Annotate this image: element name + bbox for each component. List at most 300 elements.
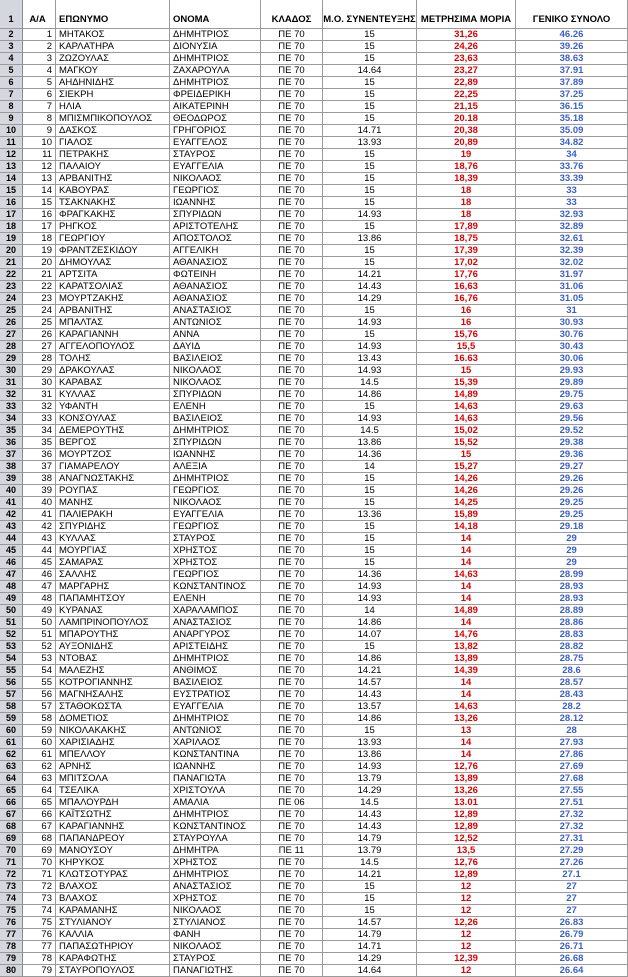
cell-eponymo[interactable]: ΣΑΜΑΡΑΣ [56,557,170,569]
cell-onoma[interactable]: ΦΑΝΗ [170,929,261,941]
cell-klados[interactable]: ΠΕ 70 [261,473,323,485]
cell-mo[interactable]: 15 [323,29,417,41]
cell-metrisima[interactable]: 12 [417,929,516,941]
cell-mo[interactable]: 15 [323,41,417,53]
row-number[interactable]: 58 [0,701,23,713]
cell-onoma[interactable]: ΑΠΟΣΤΟΛΟΣ [170,233,261,245]
cell-eponymo[interactable]: ΖΩΖΟΥΛΑΣ [56,53,170,65]
cell-aa[interactable]: 49 [23,605,56,617]
header-aa[interactable]: Α/Α [23,0,56,29]
row-number[interactable]: 66 [0,797,23,809]
row-number[interactable]: 48 [0,581,23,593]
cell-aa[interactable]: 3 [23,53,56,65]
cell-aa[interactable]: 10 [23,137,56,149]
cell-klados[interactable]: ΠΕ 70 [261,29,323,41]
cell-geniko[interactable]: 27.93 [516,737,628,749]
cell-onoma[interactable]: ΕΥΑΓΓΕΛΙΑ [170,701,261,713]
cell-metrisima[interactable]: 12 [417,905,516,917]
row-number[interactable]: 2 [0,29,23,41]
cell-onoma[interactable]: ΑΝΑΣΤΑΣΙΟΣ [170,881,261,893]
cell-metrisima[interactable]: 14,25 [417,497,516,509]
cell-geniko[interactable]: 33 [516,197,628,209]
cell-eponymo[interactable]: ΜΑΝΗΣ [56,497,170,509]
cell-onoma[interactable]: ΝΙΚΟΛΑΟΣ [170,173,261,185]
cell-klados[interactable]: ΠΕ 70 [261,293,323,305]
cell-aa[interactable]: 1 [23,29,56,41]
cell-onoma[interactable]: ΔΗΜΗΤΡΙΟΣ [170,713,261,725]
cell-onoma[interactable]: ΓΕΩΡΓΙΟΣ [170,485,261,497]
cell-klados[interactable]: ΠΕ 70 [261,89,323,101]
cell-onoma[interactable]: ΝΙΚΟΛΑΟΣ [170,941,261,953]
cell-mo[interactable]: 14.93 [323,341,417,353]
cell-klados[interactable]: ΠΕ 70 [261,905,323,917]
cell-klados[interactable]: ΠΕ 70 [261,341,323,353]
cell-geniko[interactable]: 34.82 [516,137,628,149]
cell-geniko[interactable]: 28.6 [516,665,628,677]
cell-eponymo[interactable]: ΣΤΑΥΡΟΠΟΥΛΟΣ [56,965,170,977]
cell-mo[interactable]: 15 [323,881,417,893]
row-number[interactable]: 42 [0,509,23,521]
cell-aa[interactable]: 46 [23,569,56,581]
row-number[interactable]: 29 [0,353,23,365]
cell-mo[interactable]: 13.79 [323,845,417,857]
cell-geniko[interactable]: 27.29 [516,845,628,857]
cell-mo[interactable]: 13.93 [323,737,417,749]
row-number[interactable]: 11 [0,137,23,149]
cell-aa[interactable]: 6 [23,89,56,101]
cell-metrisima[interactable]: 14 [417,689,516,701]
cell-eponymo[interactable]: ΜΠΙΤΣΟΛΑ [56,773,170,785]
cell-eponymo[interactable]: ΓΕΩΡΓΙΟΥ [56,233,170,245]
header-eponymo[interactable]: ΕΠΩΝΥΜΟ [56,0,170,29]
cell-metrisima[interactable]: 14,26 [417,473,516,485]
cell-geniko[interactable]: 32.93 [516,209,628,221]
cell-onoma[interactable]: ΔΗΜΗΤΡΙΟΣ [170,653,261,665]
cell-metrisima[interactable]: 12,76 [417,761,516,773]
cell-mo[interactable]: 14.86 [323,713,417,725]
cell-metrisima[interactable]: 12 [417,965,516,977]
cell-eponymo[interactable]: ΔΑΣΚΟΣ [56,125,170,137]
cell-metrisima[interactable]: 12,76 [417,857,516,869]
cell-metrisima[interactable]: 22,89 [417,77,516,89]
cell-geniko[interactable]: 32.02 [516,257,628,269]
cell-mo[interactable]: 14.43 [323,809,417,821]
cell-onoma[interactable]: ΑΜΑΛΙΑ [170,797,261,809]
header-klados[interactable]: ΚΛΑΔΟΣ [261,0,323,29]
cell-eponymo[interactable]: ΜΑΛΕΖΗΣ [56,665,170,677]
cell-mo[interactable]: 14 [323,605,417,617]
cell-onoma[interactable]: ΝΙΚΟΛΑΟΣ [170,365,261,377]
cell-onoma[interactable]: ΣΤΥΛΙΑΝΟΣ [170,917,261,929]
cell-eponymo[interactable]: ΑΡΒΑΝΙΤΗΣ [56,173,170,185]
cell-onoma[interactable]: ΑΘΑΝΑΣΙΟΣ [170,293,261,305]
cell-onoma[interactable]: ΔΗΜΗΤΡΙΟΣ [170,425,261,437]
cell-onoma[interactable]: ΑΝΑΣΤΑΣΙΟΣ [170,305,261,317]
row-number[interactable]: 65 [0,785,23,797]
cell-onoma[interactable]: ΓΕΩΡΓΙΟΣ [170,185,261,197]
cell-eponymo[interactable]: ΝΙΚΟΛΑΚΑΚΗΣ [56,725,170,737]
cell-onoma[interactable]: ΑΡΙΣΤΟΤΕΛΗΣ [170,221,261,233]
cell-aa[interactable]: 33 [23,413,56,425]
cell-eponymo[interactable]: ΚΥΛΛΑΣ [56,533,170,545]
cell-eponymo[interactable]: ΔΕΜΕΡΟΥΤΗΣ [56,425,170,437]
row-number[interactable]: 23 [0,281,23,293]
cell-metrisima[interactable]: 17,76 [417,269,516,281]
cell-eponymo[interactable]: ΚΑΡΛΑΤΗΡΑ [56,41,170,53]
cell-klados[interactable]: ΠΕ 70 [261,353,323,365]
cell-onoma[interactable]: ΝΙΚΟΛΑΟΣ [170,905,261,917]
cell-klados[interactable]: ΠΕ 70 [261,821,323,833]
cell-onoma[interactable]: ΚΩΝΣΤΑΝΤΙΝΑ [170,749,261,761]
cell-eponymo[interactable]: ΓΙΑΜΑΡΕΛΟΥ [56,461,170,473]
cell-eponymo[interactable]: ΠΑΠΑΣΩΤΗΡΙΟΥ [56,941,170,953]
cell-metrisima[interactable]: 14,63 [417,701,516,713]
cell-klados[interactable]: ΠΕ 70 [261,41,323,53]
cell-mo[interactable]: 14.29 [323,785,417,797]
cell-aa[interactable]: 29 [23,365,56,377]
cell-eponymo[interactable]: ΤΟΛΗΣ [56,353,170,365]
cell-klados[interactable]: ΠΕ 70 [261,857,323,869]
cell-mo[interactable]: 15 [323,101,417,113]
cell-onoma[interactable]: ΝΙΚΟΛΑΟΣ [170,497,261,509]
cell-onoma[interactable]: ΙΩΑΝΝΗΣ [170,197,261,209]
cell-aa[interactable]: 71 [23,869,56,881]
cell-eponymo[interactable]: ΣΠΥΡΙΔΗΣ [56,521,170,533]
cell-metrisima[interactable]: 14,63 [417,401,516,413]
cell-metrisima[interactable]: 15,27 [417,461,516,473]
cell-geniko[interactable]: 26.83 [516,917,628,929]
cell-aa[interactable]: 47 [23,581,56,593]
cell-mo[interactable]: 14.57 [323,677,417,689]
cell-mo[interactable]: 14.5 [323,857,417,869]
cell-mo[interactable]: 14.93 [323,593,417,605]
row-number[interactable]: 40 [0,485,23,497]
cell-mo[interactable]: 13.36 [323,509,417,521]
cell-mo[interactable]: 14.86 [323,617,417,629]
cell-aa[interactable]: 27 [23,341,56,353]
cell-geniko[interactable]: 29.25 [516,509,628,521]
cell-mo[interactable]: 15 [323,53,417,65]
cell-geniko[interactable]: 27.32 [516,821,628,833]
row-number[interactable]: 69 [0,833,23,845]
cell-eponymo[interactable]: ΒΛΑΧΟΣ [56,881,170,893]
cell-metrisima[interactable]: 18 [417,197,516,209]
cell-klados[interactable]: ΠΕ 70 [261,545,323,557]
cell-eponymo[interactable]: ΑΡΝΗΣ [56,761,170,773]
cell-metrisima[interactable]: 18,39 [417,173,516,185]
cell-klados[interactable]: ΠΕ 70 [261,581,323,593]
row-number[interactable]: 80 [0,965,23,977]
cell-klados[interactable]: ΠΕ 70 [261,713,323,725]
cell-mo[interactable]: 15 [323,173,417,185]
cell-mo[interactable]: 15 [323,641,417,653]
cell-geniko[interactable]: 28.89 [516,605,628,617]
cell-mo[interactable]: 14.21 [323,869,417,881]
cell-aa[interactable]: 12 [23,161,56,173]
cell-geniko[interactable]: 29.38 [516,437,628,449]
cell-mo[interactable]: 15 [323,305,417,317]
header-onoma[interactable]: ΟΝΟΜΑ [170,0,261,29]
cell-onoma[interactable]: ΔΗΜΗΤΡΙΟΣ [170,473,261,485]
row-number[interactable]: 50 [0,605,23,617]
cell-mo[interactable]: 15 [323,473,417,485]
cell-klados[interactable]: ΠΕ 70 [261,617,323,629]
cell-aa[interactable]: 66 [23,809,56,821]
cell-geniko[interactable]: 30.76 [516,329,628,341]
cell-aa[interactable]: 39 [23,485,56,497]
cell-onoma[interactable]: ΓΕΩΡΓΙΟΣ [170,569,261,581]
cell-eponymo[interactable]: ΔΗΜΟΥΛΑΣ [56,257,170,269]
cell-eponymo[interactable]: ΑΗΔΗΝΙΔΗΣ [56,77,170,89]
cell-eponymo[interactable]: ΣΤΑΘΟΚΩΣΤΑ [56,701,170,713]
cell-onoma[interactable]: ΣΠΥΡΙΔΩΝ [170,209,261,221]
cell-mo[interactable]: 14 [323,461,417,473]
cell-metrisima[interactable]: 16,76 [417,293,516,305]
cell-mo[interactable]: 15 [323,497,417,509]
cell-eponymo[interactable]: ΚΑΡΑΓΙΑΝΝΗΣ [56,821,170,833]
cell-aa[interactable]: 72 [23,881,56,893]
cell-klados[interactable]: ΠΕ 70 [261,197,323,209]
cell-aa[interactable]: 79 [23,965,56,977]
cell-klados[interactable]: ΠΕ 70 [261,509,323,521]
cell-onoma[interactable]: ΑΓΓΕΛΙΚΗ [170,245,261,257]
cell-geniko[interactable]: 26.71 [516,941,628,953]
cell-onoma[interactable]: ΒΑΣΙΛΕΙΟΣ [170,353,261,365]
cell-onoma[interactable]: ΕΥΑΓΓΕΛΙΑ [170,509,261,521]
cell-metrisima[interactable]: 14 [417,545,516,557]
cell-mo[interactable]: 14.5 [323,425,417,437]
cell-geniko[interactable]: 27.32 [516,809,628,821]
row-number[interactable]: 35 [0,425,23,437]
cell-geniko[interactable]: 29 [516,545,628,557]
cell-aa[interactable]: 78 [23,953,56,965]
cell-klados[interactable]: ΠΕ 70 [261,893,323,905]
cell-geniko[interactable]: 34 [516,149,628,161]
cell-geniko[interactable]: 27 [516,881,628,893]
cell-aa[interactable]: 5 [23,77,56,89]
cell-onoma[interactable]: ΕΥΑΓΓΕΛΟΣ [170,137,261,149]
cell-geniko[interactable]: 29.26 [516,485,628,497]
cell-mo[interactable]: 15 [323,545,417,557]
cell-mo[interactable]: 14.79 [323,833,417,845]
cell-metrisima[interactable]: 16.63 [417,353,516,365]
cell-geniko[interactable]: 30.43 [516,341,628,353]
cell-klados[interactable]: ΠΕ 70 [261,173,323,185]
cell-eponymo[interactable]: ΜΑΡΓΑΡΗΣ [56,581,170,593]
row-number[interactable]: 68 [0,821,23,833]
cell-onoma[interactable]: ΑΙΚΑΤΕΡΙΝΗ [170,101,261,113]
cell-metrisima[interactable]: 21,15 [417,101,516,113]
cell-onoma[interactable]: ΣΠΥΡΙΔΩΝ [170,437,261,449]
cell-eponymo[interactable]: ΜΠΙΣΜΠΙΚΟΠΟΥΛΟΣ [56,113,170,125]
cell-eponymo[interactable]: ΦΡΑΝΤΖΕΣΚΙΔΟΥ [56,245,170,257]
row-number[interactable]: 79 [0,953,23,965]
cell-geniko[interactable]: 27.69 [516,761,628,773]
header-mo[interactable]: Μ.Ο. ΣΥΝΕΝΤΕΥΞΗΣ [323,0,417,29]
cell-klados[interactable]: ΠΕ 70 [261,929,323,941]
cell-geniko[interactable]: 33.39 [516,173,628,185]
row-number[interactable]: 53 [0,641,23,653]
cell-onoma[interactable]: ΕΛΕΝΗ [170,401,261,413]
cell-eponymo[interactable]: ΜΟΥΡΤΖΑΚΗΣ [56,293,170,305]
cell-eponymo[interactable]: ΔΡΑΚΟΥΛΑΣ [56,365,170,377]
cell-onoma[interactable]: ΑΝΤΩΝΙΟΣ [170,725,261,737]
cell-aa[interactable]: 30 [23,377,56,389]
cell-klados[interactable]: ΠΕ 70 [261,809,323,821]
cell-klados[interactable]: ΠΕ 70 [261,137,323,149]
cell-metrisima[interactable]: 15,89 [417,509,516,521]
cell-aa[interactable]: 50 [23,617,56,629]
cell-geniko[interactable]: 37.89 [516,77,628,89]
row-number[interactable]: 36 [0,437,23,449]
cell-metrisima[interactable]: 17,02 [417,257,516,269]
cell-aa[interactable]: 63 [23,773,56,785]
row-number[interactable]: 57 [0,689,23,701]
cell-geniko[interactable]: 28.83 [516,629,628,641]
cell-metrisima[interactable]: 23,63 [417,53,516,65]
cell-eponymo[interactable]: ΜΠΑΛΤΑΣ [56,317,170,329]
cell-mo[interactable]: 14.64 [323,965,417,977]
row-number[interactable]: 8 [0,101,23,113]
cell-metrisima[interactable]: 13,5 [417,845,516,857]
row-number[interactable]: 52 [0,629,23,641]
cell-eponymo[interactable]: ΜΑΓΝΗΣΑΛΗΣ [56,689,170,701]
cell-metrisima[interactable]: 17,39 [417,245,516,257]
row-number[interactable]: 71 [0,857,23,869]
cell-aa[interactable]: 20 [23,257,56,269]
cell-geniko[interactable]: 29.56 [516,413,628,425]
cell-mo[interactable]: 14.93 [323,317,417,329]
cell-mo[interactable]: 13.93 [323,137,417,149]
cell-metrisima[interactable]: 15,76 [417,329,516,341]
row-number[interactable]: 74 [0,893,23,905]
cell-mo[interactable]: 15 [323,329,417,341]
cell-mo[interactable]: 13.86 [323,437,417,449]
row-number[interactable]: 46 [0,557,23,569]
cell-klados[interactable]: ΠΕ 70 [261,365,323,377]
cell-geniko[interactable]: 26.64 [516,965,628,977]
cell-aa[interactable]: 69 [23,845,56,857]
cell-metrisima[interactable]: 12 [417,941,516,953]
cell-onoma[interactable]: ΒΑΣΙΛΕΙΟΣ [170,413,261,425]
cell-onoma[interactable]: ΕΥΣΤΡΑΤΙΟΣ [170,689,261,701]
cell-aa[interactable]: 31 [23,389,56,401]
cell-klados[interactable]: ΠΕ 70 [261,221,323,233]
cell-metrisima[interactable]: 18 [417,209,516,221]
cell-eponymo[interactable]: ΑΝΑΓΝΩΣΤΑΚΗΣ [56,473,170,485]
cell-geniko[interactable]: 27.26 [516,857,628,869]
cell-geniko[interactable]: 26.68 [516,953,628,965]
cell-onoma[interactable]: ΑΝΘΙΜΟΣ [170,665,261,677]
cell-mo[interactable]: 15 [323,533,417,545]
cell-klados[interactable]: ΠΕ 70 [261,593,323,605]
cell-mo[interactable]: 14.36 [323,449,417,461]
row-number[interactable]: 30 [0,365,23,377]
cell-mo[interactable]: 15 [323,113,417,125]
cell-metrisima[interactable]: 12,39 [417,953,516,965]
cell-eponymo[interactable]: ΠΑΛΑΙΟΥ [56,161,170,173]
row-number[interactable]: 70 [0,845,23,857]
cell-aa[interactable]: 21 [23,269,56,281]
cell-mo[interactable]: 14.71 [323,941,417,953]
cell-geniko[interactable]: 29.52 [516,425,628,437]
cell-geniko[interactable]: 28.99 [516,569,628,581]
cell-aa[interactable]: 15 [23,197,56,209]
cell-onoma[interactable]: ΧΡΗΣΤΟΣ [170,557,261,569]
cell-klados[interactable]: ΠΕ 70 [261,233,323,245]
cell-geniko[interactable]: 29.27 [516,461,628,473]
cell-mo[interactable]: 15 [323,197,417,209]
row-number[interactable]: 61 [0,737,23,749]
cell-mo[interactable]: 15 [323,221,417,233]
cell-eponymo[interactable]: ΔΟΜΕΤΙΟΣ [56,713,170,725]
cell-onoma[interactable]: ΧΑΡΑΛΑΜΠΟΣ [170,605,261,617]
row-number[interactable]: 3 [0,41,23,53]
cell-geniko[interactable]: 28 [516,725,628,737]
cell-eponymo[interactable]: ΤΣΑΚΝΑΚΗΣ [56,197,170,209]
cell-aa[interactable]: 64 [23,785,56,797]
cell-mo[interactable]: 14.79 [323,929,417,941]
row-number[interactable]: 45 [0,545,23,557]
cell-klados[interactable]: ΠΕ 70 [261,749,323,761]
cell-klados[interactable]: ΠΕ 70 [261,485,323,497]
cell-geniko[interactable]: 28.93 [516,593,628,605]
cell-geniko[interactable]: 35.18 [516,113,628,125]
cell-mo[interactable]: 14.29 [323,953,417,965]
cell-mo[interactable]: 15 [323,245,417,257]
cell-geniko[interactable]: 28.12 [516,713,628,725]
row-number[interactable]: 9 [0,113,23,125]
cell-eponymo[interactable]: ΠΑΠΑΝΔΡΕΟΥ [56,833,170,845]
cell-geniko[interactable]: 29.89 [516,377,628,389]
cell-eponymo[interactable]: ΑΡΒΑΝΙΤΗΣ [56,305,170,317]
row-number[interactable]: 13 [0,161,23,173]
row-number[interactable]: 6 [0,77,23,89]
cell-metrisima[interactable]: 18,75 [417,233,516,245]
cell-metrisima[interactable]: 14 [417,533,516,545]
cell-aa[interactable]: 60 [23,737,56,749]
cell-eponymo[interactable]: ΚΑΡΑΦΩΤΗΣ [56,953,170,965]
cell-onoma[interactable]: ΔΑΥΙΔ [170,341,261,353]
row-number[interactable]: 20 [0,245,23,257]
cell-klados[interactable]: ΠΕ 70 [261,437,323,449]
cell-metrisima[interactable]: 20.18 [417,113,516,125]
cell-mo[interactable]: 14.93 [323,365,417,377]
row-number[interactable]: 14 [0,173,23,185]
cell-onoma[interactable]: ΔΗΜΗΤΡΙΟΣ [170,29,261,41]
cell-aa[interactable]: 14 [23,185,56,197]
cell-geniko[interactable]: 28.2 [516,701,628,713]
cell-eponymo[interactable]: ΠΕΤΡΑΚΗΣ [56,149,170,161]
cell-eponymo[interactable]: ΚΥΡΑΝΑΣ [56,605,170,617]
cell-geniko[interactable]: 28.86 [516,617,628,629]
cell-aa[interactable]: 67 [23,821,56,833]
cell-aa[interactable]: 70 [23,857,56,869]
cell-onoma[interactable]: ΘΕΟΔΩΡΟΣ [170,113,261,125]
cell-onoma[interactable]: ΔΗΜΗΤΡΙΟΣ [170,809,261,821]
cell-klados[interactable]: ΠΕ 70 [261,557,323,569]
cell-aa[interactable]: 51 [23,629,56,641]
row-number[interactable]: 75 [0,905,23,917]
row-number[interactable]: 31 [0,377,23,389]
cell-eponymo[interactable]: ΚΑΒΟΥΡΑΣ [56,185,170,197]
cell-mo[interactable]: 15 [323,401,417,413]
cell-eponymo[interactable]: ΣΙΕΚΡΗ [56,89,170,101]
cell-klados[interactable]: ΠΕ 70 [261,149,323,161]
cell-geniko[interactable]: 33 [516,185,628,197]
cell-klados[interactable]: ΠΕ 70 [261,737,323,749]
row-number[interactable]: 27 [0,329,23,341]
